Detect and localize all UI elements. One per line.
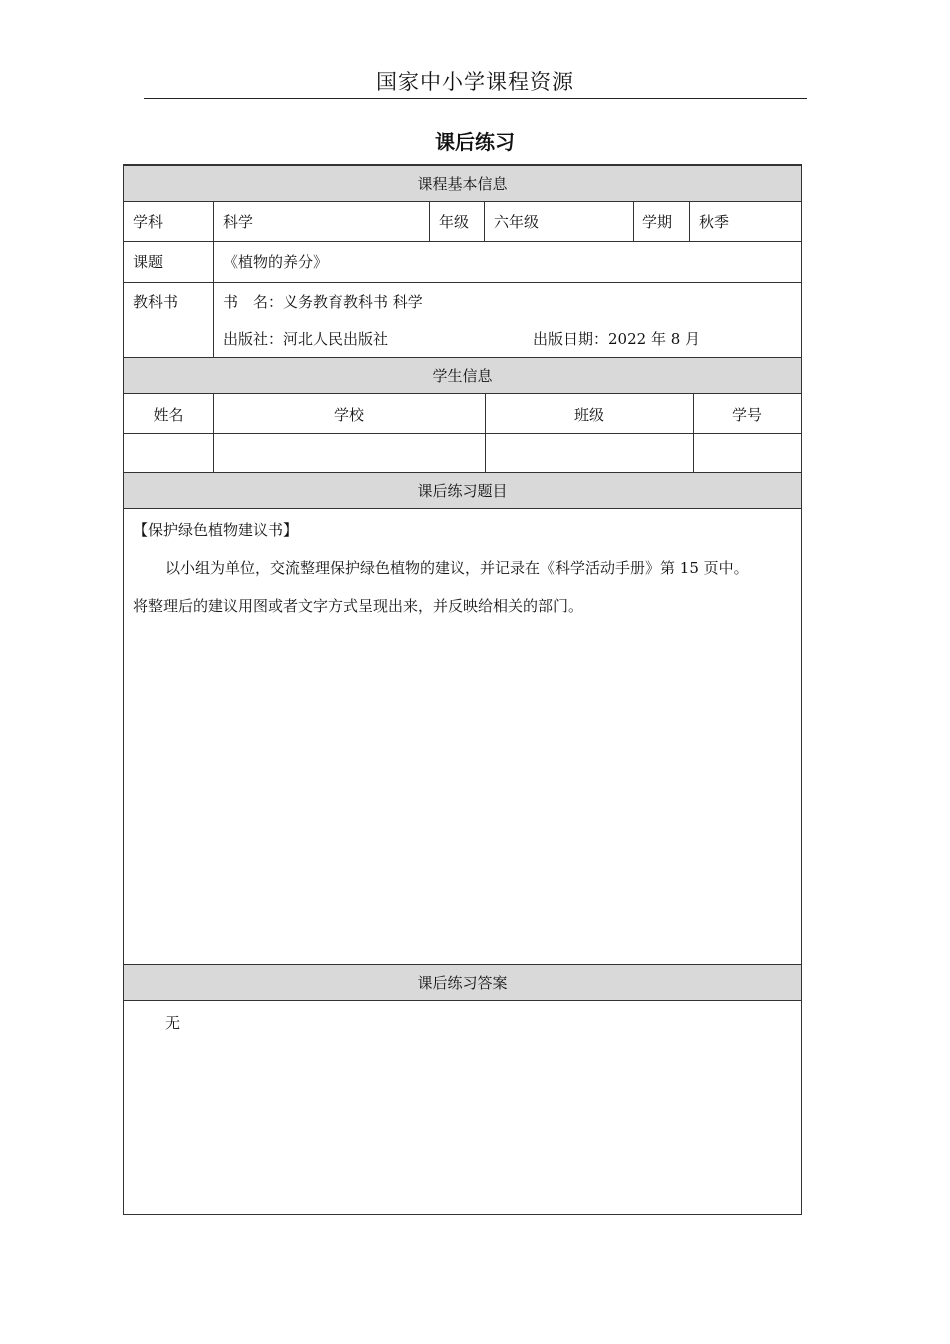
column-divider xyxy=(484,202,485,241)
topic-value: 《植物的养分》 xyxy=(223,253,329,271)
row-divider xyxy=(124,282,801,283)
column-divider xyxy=(689,202,690,241)
textbook-pub-date: 出版日期：2022 年 8 月 xyxy=(533,330,701,348)
column-divider xyxy=(213,241,214,357)
exercise-text-line-1: 以小组为单位，交流整理保护绿色植物的建议，并记录在《科学活动手册》第 15 页中。 xyxy=(165,559,749,577)
student-school-header: 学校 xyxy=(333,406,364,424)
worksheet-table xyxy=(123,164,802,1215)
column-divider xyxy=(429,202,430,241)
grade-value: 六年级 xyxy=(494,213,540,231)
document-title: 课后练习 xyxy=(435,130,515,154)
column-divider xyxy=(213,202,214,241)
textbook-publisher: 出版社：河北人民出版社 xyxy=(223,330,389,348)
site-header: 国家中小学课程资源 xyxy=(376,70,574,94)
subject-value: 科学 xyxy=(223,213,254,231)
textbook-label: 教科书 xyxy=(133,293,179,311)
subject-label: 学科 xyxy=(133,213,164,231)
row-divider xyxy=(124,433,801,434)
course-info-header: 课程基本信息 xyxy=(124,165,801,202)
topic-label: 课题 xyxy=(133,253,164,271)
student-class-header: 班级 xyxy=(573,406,604,424)
exercise-text-line-2: 将整理后的建议用图或者文字方式呈现出来，并反映给相关的部门。 xyxy=(133,597,584,615)
textbook-name: 书 名：义务教育教科书 科学 xyxy=(223,293,423,311)
student-id-header: 学号 xyxy=(731,406,762,424)
row-divider xyxy=(124,241,801,242)
student-info-header: 学生信息 xyxy=(124,357,801,394)
exercise-header: 课后练习题目 xyxy=(124,472,801,509)
column-divider xyxy=(633,202,634,241)
answer-content: 无 xyxy=(165,1014,181,1032)
answer-header: 课后练习答案 xyxy=(124,964,801,1001)
term-value: 秋季 xyxy=(699,213,730,231)
student-name-header: 姓名 xyxy=(153,406,184,424)
header-rule xyxy=(144,98,807,99)
term-label: 学期 xyxy=(642,213,673,231)
exercise-heading: 【保护绿色植物建议书】 xyxy=(133,521,299,539)
grade-label: 年级 xyxy=(439,213,470,231)
